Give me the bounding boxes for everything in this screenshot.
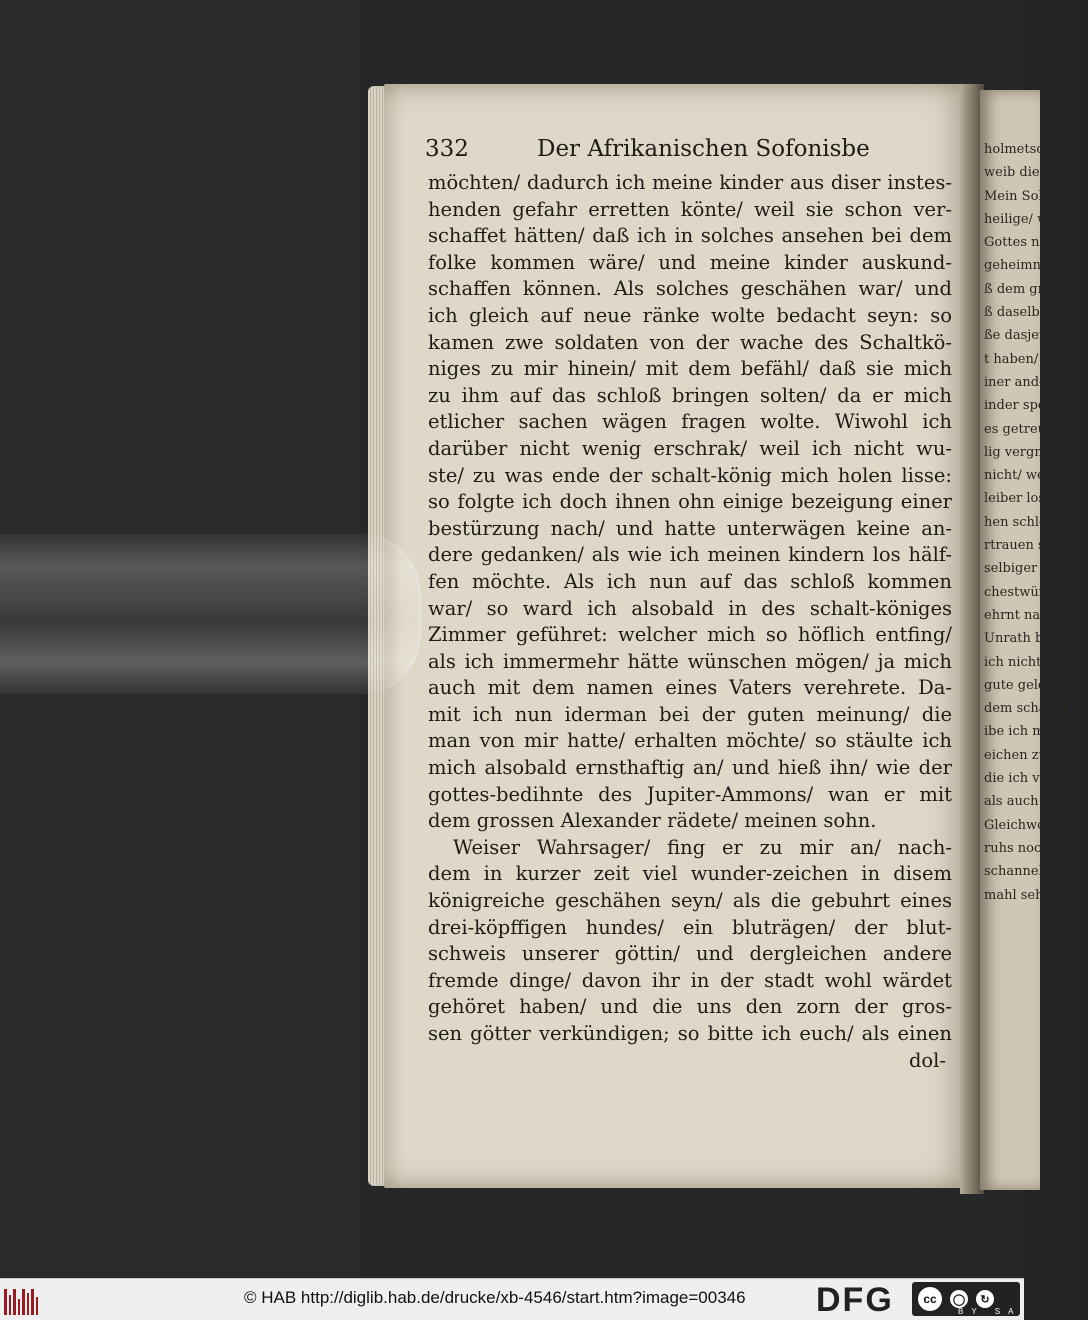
facing-page-line: als auch dem	[984, 794, 1071, 810]
text-line: drei-köpffigen hundes/ ein bluträgen/ der blut-	[428, 915, 952, 939]
license-labels	[958, 1307, 1021, 1316]
text-line: auch mit dem namen eines Vaters verehrete. Da-	[428, 676, 952, 700]
text-line: war/ so ward ich alsobald in des schalt-königes	[428, 596, 952, 620]
text-line: man von mir hatte/ erhalten möchte/ so stäulte ich	[428, 729, 952, 753]
facing-page-line: mahl sehr g	[984, 887, 1063, 903]
text-line: dem grossen Alexander rädete/ meinen sohn.	[428, 809, 877, 833]
text-line: gottes-bedihnte des Jupiter-Ammons/ wan er mit	[428, 782, 952, 806]
text-line: Zimmer geführet: welcher mich so höflich entfing/	[428, 623, 952, 647]
cc-icon: cc	[916, 1285, 944, 1313]
facing-page-line: ruhs noch sc	[984, 840, 1068, 856]
page-header	[425, 130, 960, 170]
text-line: mit ich nun iderman bei der guten meinung/ die	[428, 702, 952, 726]
text-line: sen götter verkündigen; so bitte ich euch/ als einen	[428, 1022, 952, 1045]
facing-page-line: ß daselbsten	[984, 305, 1068, 321]
facing-page-line: ich nicht ein	[984, 654, 1066, 670]
share-alike-icon: ↻	[974, 1288, 996, 1310]
text-line: so folgte ich doch ihnen ohn einige bezeigung einer	[428, 490, 952, 514]
text-line: bestürzung nach/ und hatte unterwägen keine an-	[428, 516, 952, 540]
text-line: gehöret haben/ und die uns den zorn der gros-	[428, 995, 952, 1019]
by-label: BY	[958, 1307, 985, 1316]
dfg-logo[interactable]: DFG	[816, 1281, 894, 1319]
facing-page-line: t haben/ er	[984, 351, 1057, 367]
text-line: Weiser Wahrsager/ fing er zu mir an/ nach-	[453, 835, 952, 859]
text-line: niges zu mir hinein/ mit dem befähl/ daß sie mich	[428, 357, 952, 381]
facing-page-line: Mein Soh	[984, 188, 1047, 204]
text-line: schaffen können. Als solches geschähen war/ und	[428, 277, 952, 301]
text-line: etlicher sachen wägen fragen wolte. Wiwohl ich	[428, 410, 952, 434]
attribution-icon: ◯	[948, 1288, 970, 1310]
page-text-block	[425, 130, 960, 1074]
facing-page-line: ehrnt nahm	[984, 607, 1061, 623]
facing-page-line: geheimnü	[984, 258, 1050, 274]
text-line: dere gedanken/ als wie ich meinen kindern los hälf-	[428, 543, 952, 567]
facing-page-line: ibe ich mich	[984, 724, 1065, 740]
text-line: ste/ zu was ende der schalt-könig mich holen lisse:	[428, 463, 952, 487]
catchword: dol-	[908, 1048, 946, 1072]
text-line: henden gefahr erretten könte/ weil sie schon ver-	[428, 197, 952, 221]
page-body	[425, 170, 960, 1048]
text-line: ich gleich auf neue ränke wolte bedacht seyn: so	[428, 303, 952, 327]
text-line: darüber nicht wenig erschrak/ weil ich nicht wu-	[428, 436, 952, 460]
facing-page-line: inder speisch	[984, 398, 1073, 414]
facing-page-line: hen schlosse	[984, 514, 1068, 530]
facing-page	[980, 90, 1088, 1190]
text-line: königreiche geschähen seyn/ als die gebuhrt eines	[428, 889, 952, 913]
facing-page-line: chestwürdi	[984, 584, 1058, 600]
facing-page-line: holmetscher ist	[984, 142, 1087, 157]
running-title: Der Afrikanischen Sofonisbe	[537, 136, 870, 162]
sa-label: SA	[994, 1307, 1022, 1316]
text-line: dem in kurzer zeit viel wunder-zeichen in disem	[428, 862, 952, 886]
facing-page-line: nicht/ weil ich	[984, 468, 1077, 484]
facing-page-line: iner andern	[984, 374, 1062, 390]
facing-page-line: selbiger mitzu	[984, 561, 1079, 577]
facing-page-line: rtrauen solte/	[984, 538, 1074, 554]
text-line: folke kommen wäre/ und meine kinder auskund-	[428, 250, 952, 274]
facing-page-line: heilige/ w	[984, 211, 1049, 227]
facing-page-line: schannelhal	[984, 864, 1063, 880]
facing-page-line: lig vergnüg	[984, 444, 1060, 460]
transparent-ruler	[0, 534, 421, 694]
text-line: zu ihm auf das schloß bringen solten/ da er mich	[428, 383, 952, 407]
facing-page-line: es getreue ber	[984, 421, 1081, 437]
facing-page-line: eichen zu fü	[984, 747, 1065, 763]
copyright-link[interactable]: © HAB http://diglib.hab.de/drucke/xb-4546/start.htm?image=00346	[244, 1288, 746, 1307]
facing-page-line: ße dasjenige	[984, 328, 1068, 344]
text-line: möchten/ dadurch ich meine kinder aus diser instes-	[428, 171, 952, 194]
text-line: schweis unserer göttin/ und dergleichen andere	[428, 942, 952, 966]
facing-page-line: ß dem gros	[984, 281, 1059, 297]
footer-bar	[0, 1278, 1024, 1320]
facing-page-line: Gottes noch	[984, 235, 1064, 251]
facing-page-line: dem schalt-k	[984, 701, 1069, 717]
text-line: mich alsobald ernsthaftig an/ und hieß ihn/ wie der	[428, 756, 952, 780]
text-line: fen möchte. Als ich nun auf das schloß kommen	[428, 569, 952, 593]
facing-page-line: weib die ursach	[984, 165, 1088, 181]
facing-page-line: Gleichwohl	[984, 817, 1058, 833]
facing-page-line: die ich vern	[984, 771, 1062, 787]
facing-page-line: gute gelegen	[984, 677, 1070, 693]
facing-page-line: leiber los zu	[984, 491, 1065, 507]
facing-page-line: Unrath bear	[984, 631, 1066, 647]
text-line: fremde dinge/ davon ihr in der stadt wohl wärdet	[428, 968, 952, 992]
library-logo-icon[interactable]	[4, 1285, 38, 1315]
page-number: 332	[425, 136, 469, 162]
text-line: kamen zwe soldaten von der wache des Schaltkö-	[428, 330, 952, 354]
text-line: als ich immermehr hätte wünschen mögen/ ja mich	[428, 649, 952, 673]
text-line: schaffet hätten/ daß ich in solches ansehen bei dem	[428, 224, 952, 248]
